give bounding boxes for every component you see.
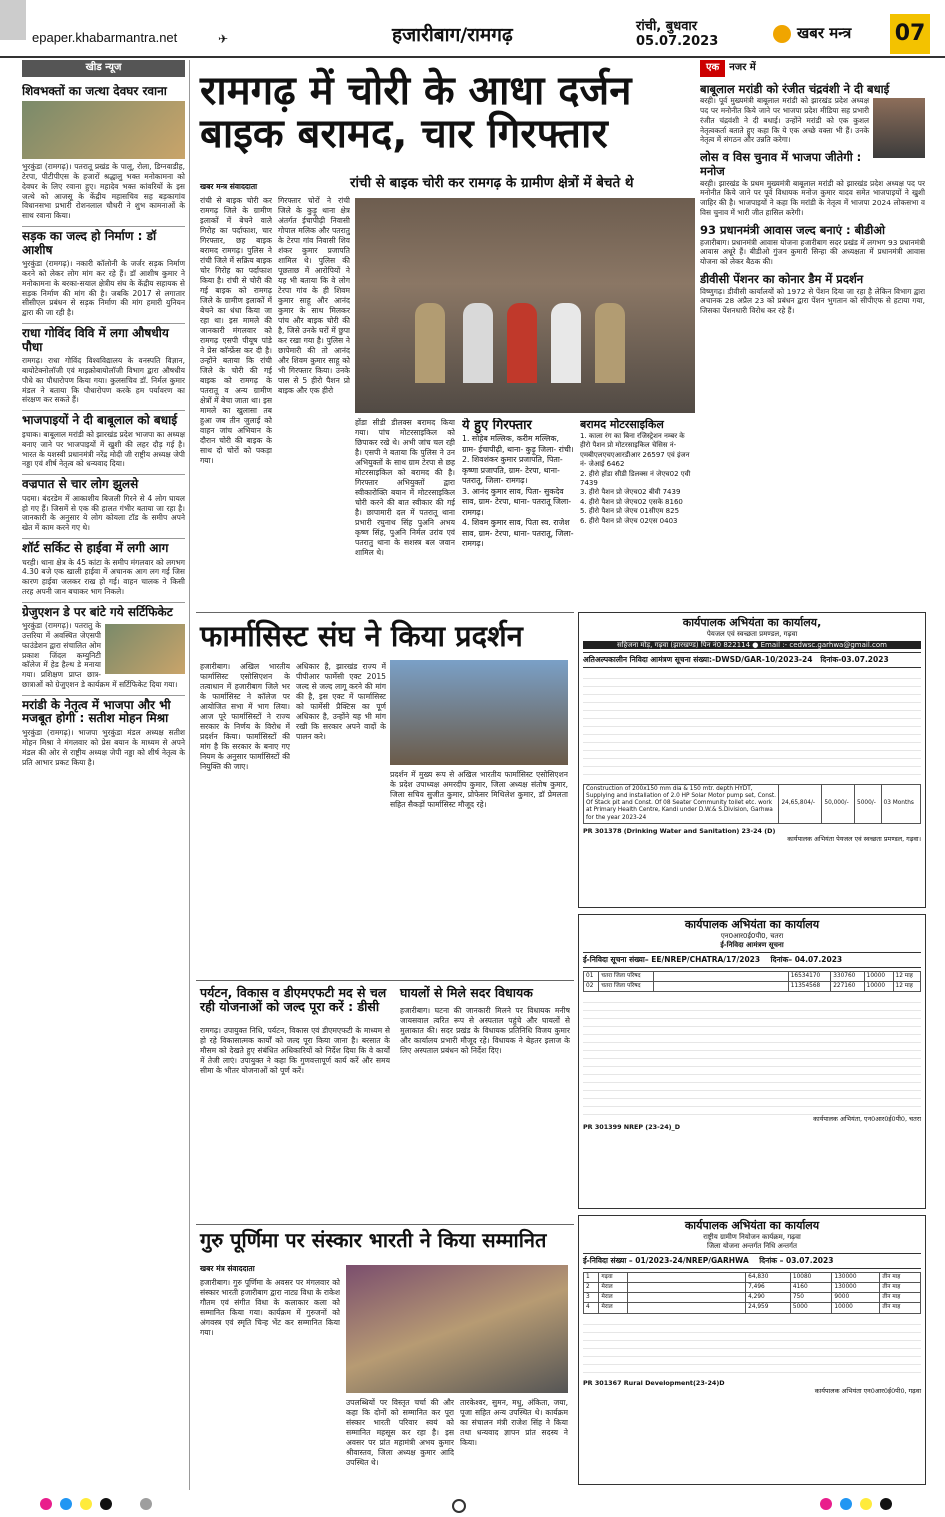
- pharma-photo: [390, 660, 568, 765]
- tender-sign: कार्यपालक अभियंता पेयजल एवं स्वच्छता प्रमण्डल, गढ़वा।: [787, 834, 921, 843]
- table-row: 2 मेराल 7,496 4160 130000 तीन माह: [584, 1282, 921, 1292]
- story-body: चरही। थाना क्षेत्र के 45 कांटा के समीप मंगलवार को लगभग 4.30 बजे एक खाली हाईवा में अचानक आग लग गई जिस कारण हाईवा जलकर राख हो गई। वाहन चालक ने किसी तरह अपनी जान बचाकर भाग निकले।: [22, 557, 185, 596]
- tender-amount: 24,65,804/-: [779, 784, 822, 823]
- story-body: भुरकुंडा (रामगढ़)। पतरातू प्रखंड के पालू, रोला, डिग्नवाडीह, टेरपा, पीटीपीएस के हजारों श्रद्धालु भक्त मनोकामना को देवघर के लिए रवाना हुए। महादेव भक्त कांवरियों के इस जत्थे को आजसू के केंद्रीय महासचिव सह बड़कागांव विधानसभा प्रभारी रोशनलाल चौधरी ने शुभ कामनाओं के साथ रवाना किया।: [22, 162, 185, 221]
- main-headline: रामगढ़ में चोरी के आधा दर्जन बाइक बरामद, चार गिरफ्तार: [200, 68, 632, 158]
- tender-office: कार्यपालक अभियंता का कार्यालय,: [682, 616, 822, 629]
- section-title: हजारीबाग/रामगढ़: [392, 24, 513, 46]
- tender-work: Construction of 200x150 mm dia & 150 mtr. depth HYDT, Supplying and installation of 2.0 HP Solar Motor pump set, Const. Of Stack pit and Const. Of 08 Seater Community toilet etc. work at Primary Health Centre, Kandi under D.W.& S.Division, Garhwa for the year 2023-24: [584, 784, 779, 823]
- arrested-item: 4. शिवम कुमार साव, पिता स्व. राजेश साव, ग्राम- टेरपा, थाना- पतरातू, जिला- रामगढ़।: [462, 518, 574, 549]
- tender-details: [583, 995, 921, 1115]
- guru-body-col2: उपलब्धियों पर विस्तृत चर्चा की और कहा कि दोनों को सम्मानित कर पूरा संस्कार भारती परिवार स्वयं को सम्मानित महसूस कर रहा है। इस अवसर पर प्रांत महामंत्री अभय कुमार श्रीवास्तव, जिला अध्यक्ष कुमार आदि उपस्थित थे।: [346, 1398, 454, 1468]
- main-subheadline: रांची से बाइक चोरी कर रामगढ़ के ग्रामीण क्षेत्रों में बेचते थे: [350, 175, 634, 191]
- tender-number: अतिअल्पकालीन निविदा आमंत्रण सूचना संख्या:-DWSD/GAR-10/2023-24 दिनांक-03.07.2023: [583, 652, 921, 667]
- column-tag: खीड न्यूज: [22, 60, 185, 77]
- divider: [196, 612, 574, 613]
- tender-district: जिला योजना अन्तर्गत निधि अन्तर्गत: [707, 1241, 797, 1250]
- color-strip: [0, 0, 26, 40]
- tender-dept: पेयजल एवं स्वच्छता प्रमण्डल, गढ़वा: [706, 629, 798, 638]
- recovered-item: 3. हीरो पैशन प्रो जेएच02 बीवी 7439: [580, 488, 681, 497]
- page-number: 07: [890, 14, 930, 54]
- recovered-item: 2. हीरो होंडा सीडी डिलक्स नं जेएच02 एवी 7439: [580, 469, 691, 487]
- story-body: हजारीबाग। प्रधानमंत्री आवास योजना हजारीबाग सदर प्रखंड में लगभग 93 प्रधानमंत्री आवास अधूरे हैं। बीडीओ गुंजन कुमारी सिन्हा की अध्यक्षता में प्रधानमंत्री आवास योजना को लेकर बैठक की।: [700, 237, 925, 267]
- pharma-headline: फार्मासिस्ट संघ ने किया प्रदर्शन: [200, 619, 523, 653]
- ek-tag: एक: [700, 60, 725, 77]
- tender-dept: एन0आर0ई0पी0, चतरा: [720, 931, 784, 940]
- story-title: डीवीसी पेंशनर का कोनार डैम में प्रदर्शन: [700, 271, 864, 286]
- recovered-item: 5. हीरो पैशन प्रो जेएच 01सीएम 825: [580, 507, 680, 516]
- guru-body-col3: तारकेश्वर, सुमन, मधु, अंकिता, जया, पूजा सहित अन्य उपस्थित थे। कार्यक्रम का संचालन मंत्री राजेश सिंह ने किया तथा धन्यवाद ज्ञापन प्रांत सदस्य ने किया।: [460, 1398, 568, 1448]
- avatar: [873, 98, 925, 158]
- tender-ref: PR 301378 (Drinking Water and Sanitation) 23-24 (D): [583, 826, 776, 835]
- guru-body-col1: हजारीबाग। गुरु पूर्णिमा के अवसर पर मंगलवार को संस्कार भारती हजारीबाग द्वारा नाट्य विधा के राकेश गौतम एवं संगीत विधा के कलाकार कला को सम्मानित किया गया। कार्यक्रम में गुरुजनों को अंगवस्त्र एवं स्मृति चिन्ह भेंट कर सम्मानित किया गया।: [200, 1278, 340, 1338]
- guru-headline: गुरु पूर्णिमा पर संस्कार भारती ने किया सम्मानित: [200, 1228, 547, 1252]
- tender-notice: [578, 1215, 926, 1485]
- pointer-icon: ✈: [218, 32, 229, 46]
- story-title: राधा गोविंद विवि में लगा औषधीय पौधा: [22, 323, 185, 355]
- left-column: [22, 60, 190, 1490]
- story-title: भाजपाइयों ने दी बाबूलाल को बधाई: [22, 410, 185, 428]
- story-title: सड़क का जल्द हो निर्माण : डॉ आशीष: [22, 226, 185, 258]
- tender-ref: PR 301367 Rural Development(23-24)D: [583, 1378, 725, 1387]
- main-body-col3: होंडा सीडी डीलक्स बरामद किया गया। पांच मोटरसाइकिल को छिपाकर रखे थे। अभी जांच चल रही है। एसपी ने बताया कि पुलिस ने उन अभियुक्तों के साथ ग्राम टेरपा से छह मोटरसाइकिल को बरामद की है। गिरफ्तार अभियुक्तों द्वारा स्वीकारोक्ति बयान में मोटरसाइकिल चोरी करने की बात स्वीकार की गई है। छापामारी दल में पतरातू थाना प्रभारी रघुनाथ सिंह पुअनि अभय कृष्ण सिंह, पुअनि निर्मल उरांव एवं पतरातु थाना के सशस्त्र बल जवान शामिल थे।: [355, 418, 455, 558]
- recovered-item: 4. हीरो पैशन प्रो जेएच02 एसके 8160: [580, 497, 683, 506]
- mla-body: हजारीबाग। घटना की जानकारी मिलने पर विधायक मनीष जायसवाल त्वरित रूप से अस्पताल पहुंचे और घायलों से मुलाकात की। सदर प्रखंड के विधायक प्रतिनिधि विजय कुमार और कार्यालय प्रभारी मौजूद रहे। विधायक ने बेहतर इलाज के लिए अस्पताल प्रबंधन को निर्देश दिए।: [400, 1006, 570, 1056]
- tender-number: ई-निविदा संख्या – 01/2023-24/NREP/GARHWA दिनांक – 03.07.2023: [583, 1253, 921, 1268]
- story-title: वज्रपात से चार लोग झुलसे: [22, 474, 185, 492]
- recovered-item: 6. हीरो पैशन प्रो जेएच 02एस 0403: [580, 516, 678, 525]
- tender-office: कार्यपालक अभियंता का कार्यालय: [684, 918, 820, 931]
- pharma-body-col3: प्रदर्शन में मुख्य रूप से अखिल भारतीय फार्मासिस्ट एसोसिएशन के प्रदेश उपाध्यक्ष अमरदीप कुमार, जिला अध्यक्ष संतोष कुमार, जिला सचिव सुजीत कुमार, प्रोफेसर मिथिलेश कुमार, डॉ प्रेमलता सहित सैकड़ों फार्मासिस्ट मौजूद रहे।: [390, 770, 568, 810]
- arrested-box: [462, 418, 574, 608]
- story-title: लोस व विस चुनाव में भाजपा जीतेगी : मनोज: [700, 150, 862, 178]
- story-title: 93 प्रधानमंत्री आवास जल्द बनाएं : बीडीओ: [700, 222, 886, 237]
- story-title: बाबूलाल मरांडी को रंजीत चंद्रवंशी ने दी बधाई: [700, 81, 890, 96]
- tender-number: ई-निविदा सूचना संख्या– EE/NREP/CHATRA/17/2023 दिनांक– 04.07.2023: [583, 952, 921, 967]
- right-column: [700, 60, 925, 605]
- byline: खबर मन्त्र संवाददाता: [200, 182, 258, 191]
- story-body: भुरकुंडा (रामगढ़)। पतरातु के उत्तरिया में अवस्थित जेएसपी फाउंडेशन द्वारा संचालित ओम प्रकाश जिंदल कम्युनिटी कॉलेज में हेड हैल्थ डे मनाया गया। प्रशिक्षण प्राप्त छात्र-छात्राओं को ग्रेजुएशन डे कार्यक्रम में सर्टिफिकेट दिया गया।: [22, 621, 178, 689]
- tourism-headline: पर्यटन, विकास व डीएमएफटी मद से चल रही योजनाओं को जल्द पूरा करें : डीसी: [200, 985, 387, 1015]
- arrested-title: ये हुए गिरफ्तार: [462, 418, 532, 433]
- tender-notice: [578, 612, 926, 908]
- story-photo: [22, 101, 185, 159]
- recovered-box: [580, 418, 692, 608]
- story-body: रामगढ़। राधा गोविंद विश्वविद्यालय के वनस्पति विज्ञान, बायोटेक्नोलॉजी एवं माइक्रोबायोलॉजी विभाग द्वारा औषधीय पौधे का पौधारोपण किया गया। कुलसचिव डॉ. निर्मल कुमार मंडल ने बताया कि पौधारोपण करके हम पर्यावरण का संरक्षण कर सकते हैं।: [22, 356, 185, 405]
- main-body-col1: रांची से बाइक चोरी कर रामगढ़ जिले के ग्रामीण इलाकों में बेचने वाले गिरोह का पर्दाफाश, चार गिरफ्तार, छह बाइक बरामद रामगढ़। पुलिस ने रांची जिले में सक्रिय बाइक चोर गिरोह का पर्दाफाश किया है। रांची से चोरी की गई बाइक को रामगढ़ जिले के ग्रामीण इलाकों में बेचने का धंधा किया जा रहा था। इस मामले की जानकारी मंगलवार को रामगढ़ एसपी पीयूष पांडे ने प्रेस कॉन्फ्रेंस कर दी है। उन्होंने बताया कि रांची जिले के चोरी की गई बाइक को रामगढ़ के पतरातू व अन्य ग्रामीण क्षेत्रों में बेचा जाता था। इस मामले का खुलासा तब हुआ जब तीन जुलाई को वाहन जांच अभियान के दौरान चोरी की बाइक के साथ दो चोरों को पकड़ा गया।: [200, 196, 272, 466]
- tender-office: कार्यपालक अभियंता का कार्यालय: [684, 1219, 820, 1232]
- table-row: 01 चतरा जिला परिषद 16534170 330760 10000 12 माह: [584, 971, 921, 981]
- table-row: 3 मेराल 4,290 750 9000 तीन माह: [584, 1293, 921, 1303]
- arrested-item: 2. शिवशंकर कुमार प्रजापति, पिता- कृष्णा प्रजापति, ग्राम- टेरपा, थाना- पतरातू, जिला- रामगढ़।: [462, 455, 563, 486]
- recovered-item: 1. काला रंग का बिना रजिस्ट्रेशन नम्बर के हीरो पैशन प्रो मोटरसाइकिल चेसिस नं- एमबीएलएचएआरडीआर 26597 एवं इंजन नं- जेआई 6462: [580, 431, 690, 469]
- story-photo: [105, 624, 185, 674]
- issue-date: 05.07.2023: [636, 33, 719, 49]
- police-photo: [355, 198, 695, 413]
- table-row: 4 मेराल 24,959 5000 10000 तीन माह: [584, 1303, 921, 1313]
- tender-address: सहिजना मोड़, गढ़वा (झारखण्ड) पिन नं0 822114 ● Email :- cedwsc.garhwa@gmail.com: [583, 641, 921, 650]
- story-title: शॉर्ट सर्किट से हाईवा में लगी आग: [22, 538, 185, 556]
- pharma-body-col1: हजारीबाग। अखिल भारतीय फार्मासिस्ट एसोसिएशन के तत्वाधान में हजारीबाग जिले भर के फार्मासिस्ट ने कॉलेज पर आयोजित सभा में भाग लिया। आज पूरे फार्मासिस्टों ने राज्य सरकार के निर्णय के विरोध में प्रदर्शन किया। फार्मासिस्टों की मांग है कि सरकार के बनाए गए नियम के अनुसार फार्मासिस्टों की नियुक्ति की जाए।: [200, 662, 290, 772]
- tender-table: [583, 971, 921, 992]
- dateline: [636, 20, 718, 50]
- story-title: शिवभक्तों का जत्था देवघर रवाना: [22, 83, 167, 98]
- city-day: रांची, बुधवार: [636, 19, 698, 34]
- tender-emd: 50,000/-: [822, 784, 855, 823]
- tender-period: 03 Months: [881, 784, 920, 823]
- tender-ref: PR 301399 NREP (23-24)_D: [583, 1123, 681, 1132]
- registration-bar: [0, 1492, 945, 1517]
- byline: खबर मंत्र संवाददाता: [200, 1264, 255, 1273]
- table-row: 1 गढ़वा 64,830 10080 130000 तीन माह: [584, 1272, 921, 1282]
- tender-notice-title: ई-निविदा आमंत्रण सूचना: [720, 940, 784, 949]
- mla-headline: घायलों से मिले सदर विधायक: [400, 985, 533, 1000]
- guru-photo: [346, 1265, 568, 1393]
- nazar-tag: नजर में: [729, 62, 756, 73]
- story-title: मरांडी के नेतृत्व में भाजपा और भी मजबूत होगी : सतीश मोहन मिश्रा: [22, 695, 185, 727]
- story-body: बरही। झारखंड के प्रथम मुख्यमंत्री बाबूलाल मरांडी को झारखंड प्रदेश अध्यक्ष पद पर मनोनीत किये जाने पर पूर्व विधायक मनोज कुमार यादव समेत भाजपाइयों ने खुशी जाहिर की है। भाजपाइयों ने कहा कि मरांडी के नेतृत्व में भाजपा 2024 लोकसभा व विस चुनाव में भारी जीत हासिल करेगी।: [700, 178, 925, 218]
- story-body: इचाक। बाबूलाल मरांडी को झारखंड प्रदेश भाजपा का अध्यक्ष बनाए जाने पर भाजपाइयों में खुशी की लहर दौड़ गई है। भारत के यशस्वी प्रधानमंत्री नरेंद्र मोदी जी राष्ट्रीय अध्यक्ष जेपी नड्डा एवं शीर्ष नेतृत्व को धन्यवाद दिया।: [22, 430, 185, 469]
- tender-fee: 5000/-: [855, 784, 882, 823]
- site-url[interactable]: epaper.khabarmantra.net: [32, 30, 178, 45]
- main-body-col2: गिरफ्तार चोरों ने रांची जिले के कुड़ू थाना क्षेत्र अंतर्गत ईचापीढ़ी निवासी गोपाल मलिक और पतरातु के टेरपा गांव निवासी शिव शंकर कुमार प्रजापति शामिल थे। पुलिस की पूछताछ में आरोपियों ने यह भी बताया कि वे लोग टेरपा गांव के ही शिवम कुमार साहू और आनंद कुमार के साथ मिलकर पांच और बाइक चोरी की है, जिसे उनके घरों में छुपा कर रखा गया है। पुलिस ने छापेमारी की तो आनंद और शिवम कुमार साहू को भी गिरफ्तार किया। उनके पास से 5 हीरो पैशन प्रो बाइक और एक हीरो: [278, 196, 350, 396]
- tourism-body: रामगढ़। उपायुक्त निधि, पर्यटन, विकास एवं डीएमएफटी के माध्यम से हो रहे विकासात्मक कार्यों को जल्द पूरा किया जाना है। बरसात के मौसम को देखते हुए संबंधित अधिकारियों को निर्देश दिया कि वे कार्यों में तेजी लाएं। उपायुक्त ने कहा कि गुणवत्तापूर्ण कार्य करें और समय सीमा के भीतर योजनाओं को पूर्ण करें।: [200, 1026, 390, 1076]
- tender-table: [583, 784, 921, 824]
- pharma-body-col2: अधिकार है, झारखंड राज्य में पीपीआर फार्मेसी एक्ट 2015 जल्द से जल्द लागू करने की मांग की है, इस एक्ट में फार्मासिस्ट को फार्मेसी प्रैक्टिस का पूर्ण अधिकार है, उन्होंने यह भी मांग रखी कि सरकार अपने वादों के पालन करे।: [296, 662, 386, 742]
- tender-sign: कार्यपालक अभियंता एन0आर0ई0पी0, गढ़वा: [814, 1386, 921, 1395]
- recovered-title: बरामद मोटरसाइकिल: [580, 418, 664, 431]
- story-title: ग्रेजुएशन डे पर बांटे गये सर्टिफिकेट: [22, 602, 185, 620]
- tender-notice: [578, 914, 926, 1209]
- story-body: भुरकुंडा (रामगढ़)। नकारी कॉलोनी के जर्जर सड़क निर्माण करने को लेकर लोग मांग कर रहे हैं। डॉ आशीष कुमार ने मनोकामना के बरका-सयाल क्षेत्रीय संघ के केंद्रीय सहायक से सड़क निर्माण की मांग की है। जबकि 2017 से लगातार सीसीएल प्रबंधन से सड़क निर्माण की मांग हमारी युनियन द्वारा की जा रही है।: [22, 259, 185, 318]
- registration-target-icon: [452, 1499, 466, 1513]
- tender-details: [583, 671, 921, 781]
- masthead: [0, 0, 945, 58]
- arrested-item: 1. सोहेब मल्लिक, करीम मल्लिक, ग्राम- ईचापीढ़ी, थाना- कुड़ू जिला- रांची।: [462, 434, 574, 454]
- tender-details: [583, 1317, 921, 1379]
- story-body: बरही। पूर्व मुख्यमंत्री बाबूलाल मरांडी को झारखंड प्रदेश अध्यक्ष पद पर मनोनीत किये जाने पर भाजपा प्रदेश मीडिया सह प्रभारी रंजीत चंद्रवंशी ने दी बधाई। उन्होंने मरांडी को एक कुशल नेतृत्वकर्ता बताते हुए कहा कि ये एक अच्छे वक्ता भी हैं। उनके नेतृत्व में संगठन और उन्नति करेगा।: [700, 96, 869, 145]
- brand-logo-icon: [773, 25, 791, 43]
- story-body: पदमा। बंदरडेम में आकाशीय बिजली गिरने से 4 लोग घायल हो गए हैं। जिसमें से एक की हालत गंभीर बताया जा रहा है। जानकारी के अनुसार ये लोग कोयला टॉड के समीप अपने खेत में काम करने गए थे।: [22, 493, 185, 533]
- story-body: विष्णुगढ़। डीवीसी कार्यालयों को 1972 से पेंशन दिया जा रहा है लेकिन विभाग द्वारा अचानक 28 अप्रैल 23 को प्रबंधन द्वारा पेंशन भुगतान को सीपीएफ से हटाया गया, जिसका पेंशनधारी विरोध कर रहे हैं।: [700, 286, 925, 316]
- story-body: भुरकुंडा (रामगढ़)। भाजपा भुरकुंडा मंडल अध्यक्ष सतीश मोहन मिश्रा ने मंगलवार को प्रेस बयान के माध्यम से अपने मंडल की ओर से राष्ट्रीय अध्यक्ष जेपी नड्डा को शीर्ष नेतृत्व के प्रति आभार प्रकट किया है।: [22, 728, 185, 767]
- tender-dept: राष्ट्रीय ग्रामीण नियोजन कार्यक्रम, गढ़वा: [703, 1232, 801, 1241]
- divider: [196, 1224, 574, 1225]
- divider: [196, 980, 574, 981]
- table-row: 02 चतरा जिला परिषद 11354568 227160 10000 12 माह: [584, 981, 921, 991]
- tender-sign: कार्यपालक अभियंता, एन0आर0ई0पी0, चतरा: [813, 1115, 921, 1124]
- arrested-item: 3. आनंद कुमार साव, पिता- सुकदेव साव, ग्राम- टेरपा, थाना- पतरातू जिला- रामगढ़।: [462, 486, 572, 517]
- tender-table: [583, 1272, 921, 1314]
- brand-name: खबर मन्त्र: [773, 24, 851, 43]
